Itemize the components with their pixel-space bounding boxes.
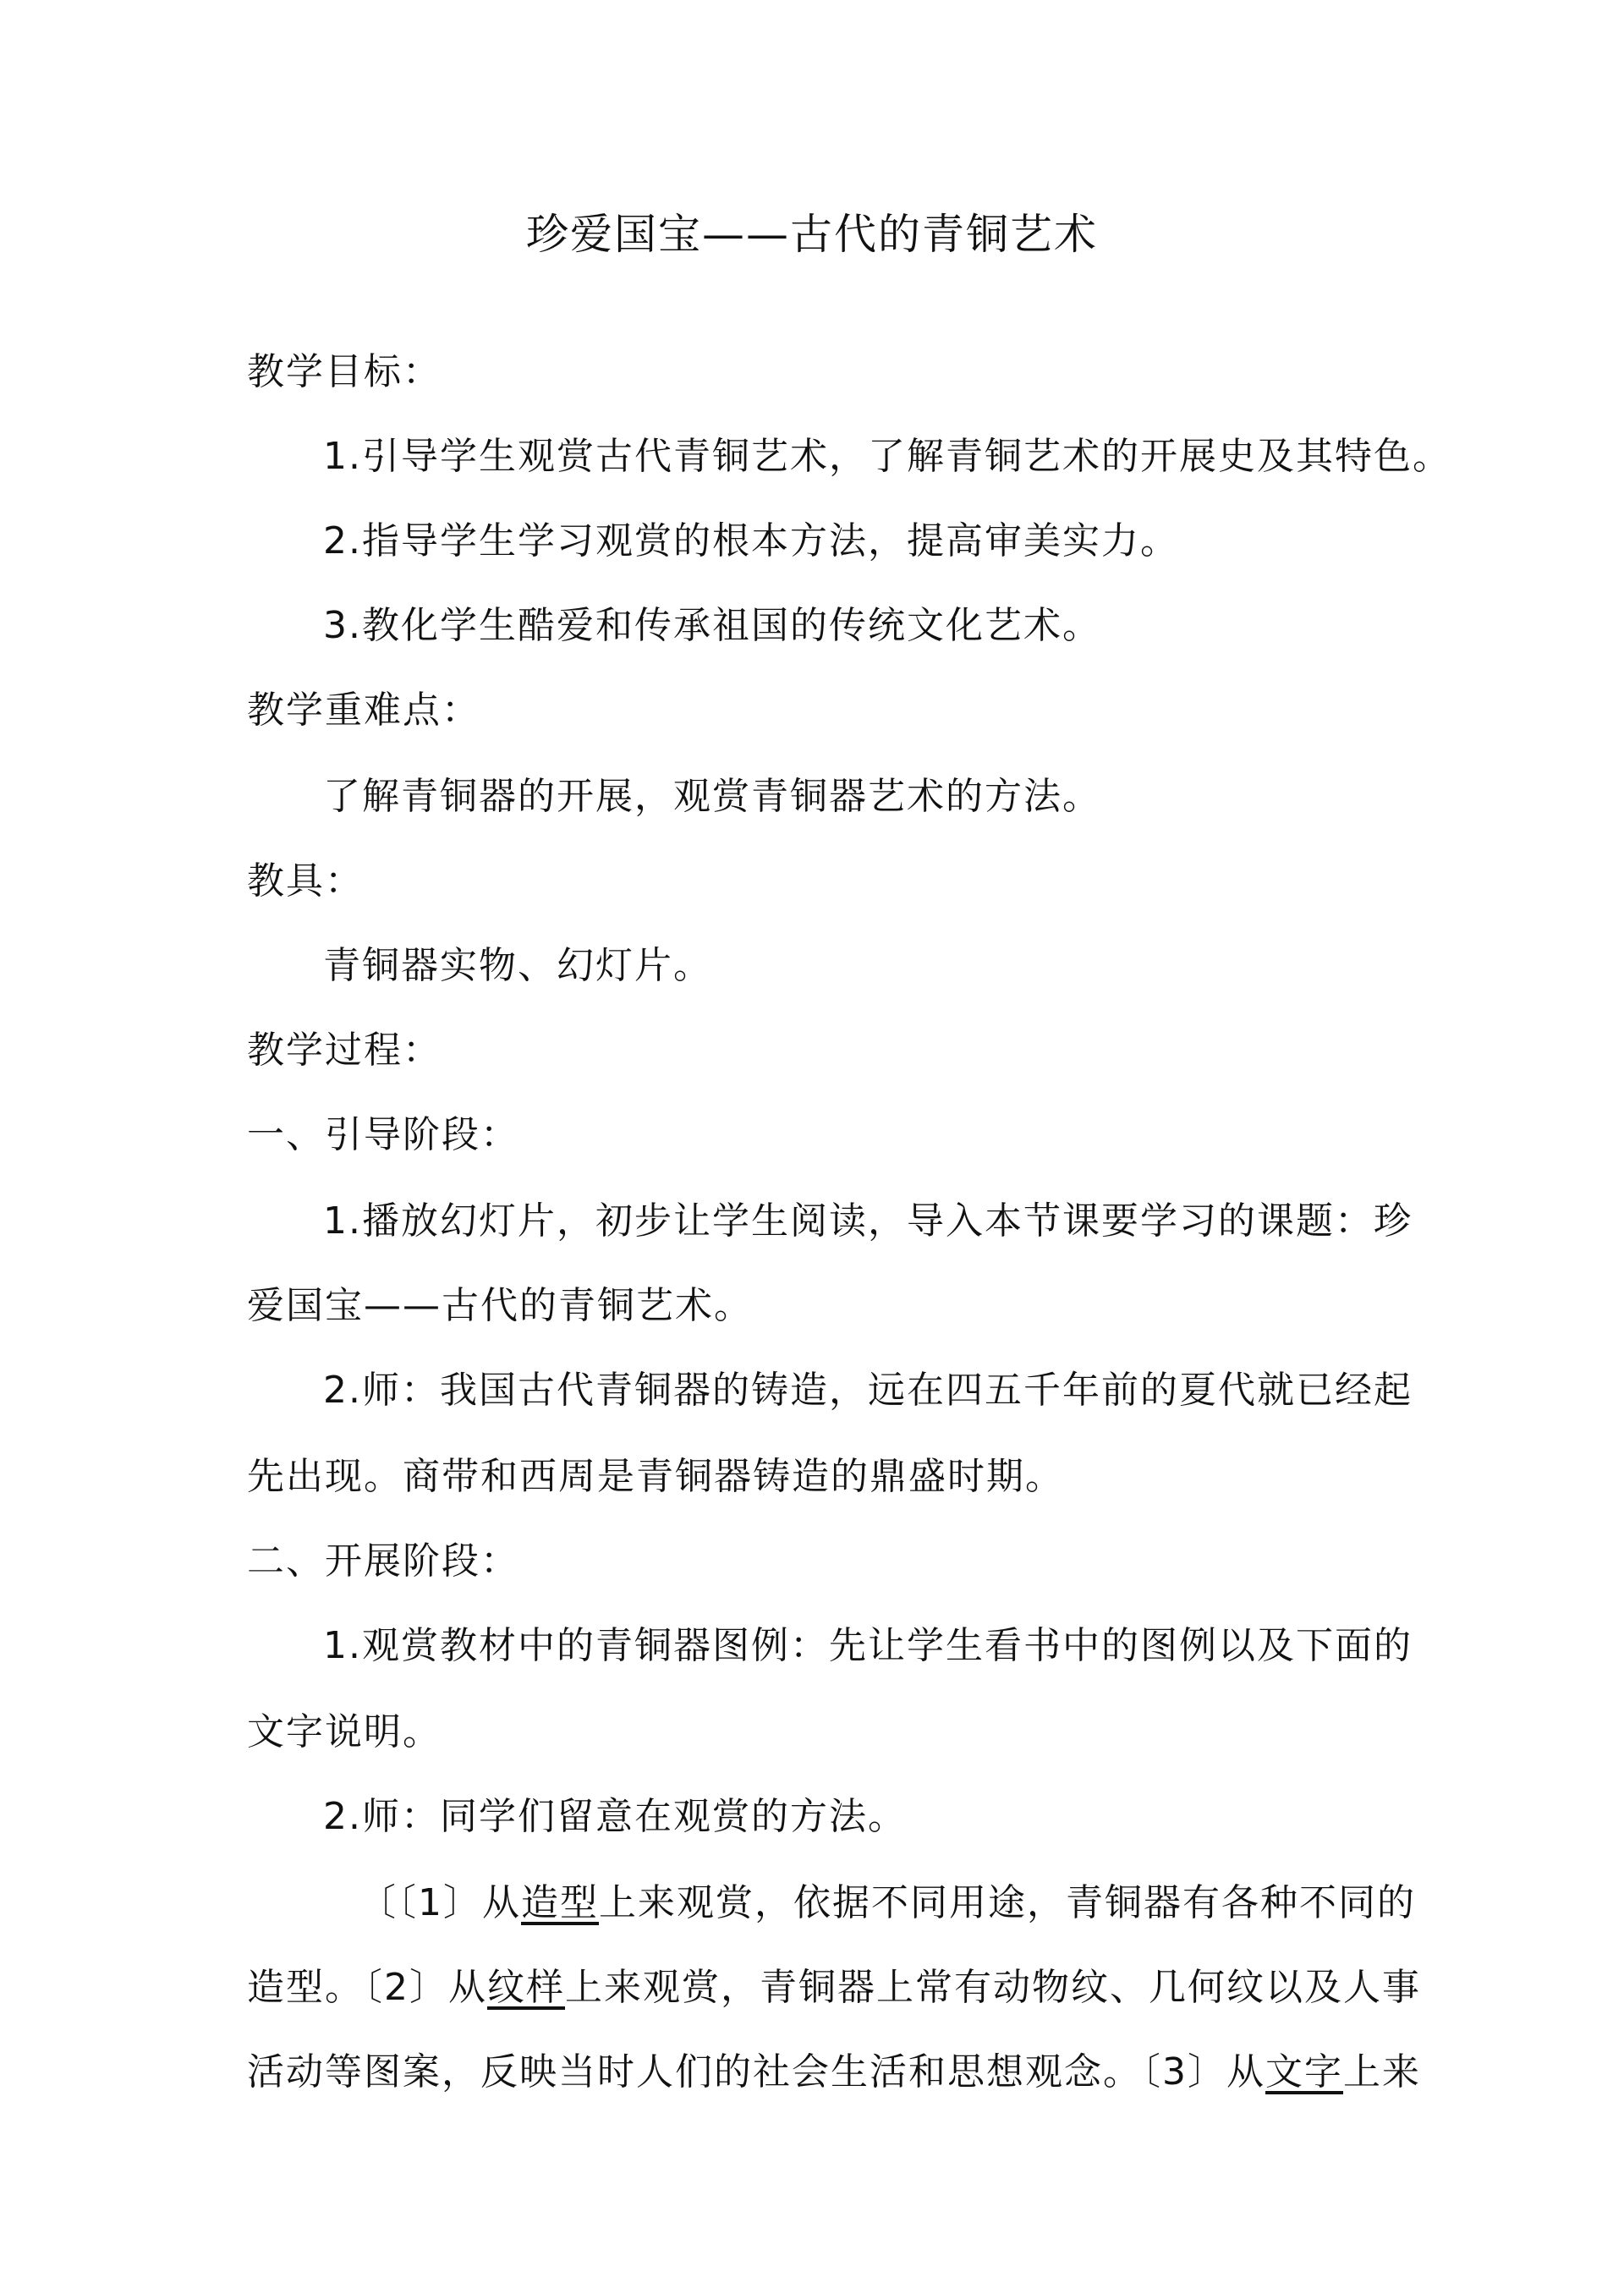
para-text: 造型。〔2〕从 [247,1966,487,2009]
underlined-term: 造型 [521,1881,599,1924]
underlined-term: 文字 [1265,2050,1343,2094]
appreciation-para-line2 [247,1962,1421,2013]
objective-2: 2.指导学生学习观赏的根本方法，提高审美实力。 [323,519,1179,563]
stage1-item2-line1: 2.师：我国古代青铜器的铸造，远在四五千年前的夏代就已经起 [323,1369,1413,1412]
stage2-item2: 2.师：同学们留意在观赏的方法。 [323,1795,907,1838]
appreciation-para-line3 [247,2047,1421,2098]
stage2-heading: 二、开展阶段： [247,1539,519,1583]
stage1-item1-line2: 爱国宝——古代的青铜艺术。 [247,1284,753,1327]
para-text: 〔〔1〕从 [359,1881,521,1924]
stage1-heading: 一、引导阶段： [247,1113,519,1156]
key-points-heading: 教学重难点： [247,689,480,732]
stage1-item2-line2: 先出现。商带和西周是青铜器铸造的鼎盛时期。 [247,1455,1064,1498]
stage2-item1-line2: 文字说明。 [247,1710,442,1753]
underlined-term: 纹样 [487,1966,565,2009]
objective-3: 3.教化学生酷爱和传承祖国的传统文化艺术。 [323,604,1101,647]
para-text: 上来观赏，青铜器上常有动物纹、几何纹以及人事 [565,1966,1421,2009]
key-points-text: 了解青铜器的开展，观赏青铜器艺术的方法。 [323,775,1101,818]
document-title: 珍爱国宝——古代的青铜艺术 [526,210,1098,259]
stage2-item1-line1: 1.观赏教材中的青铜器图例：先让学生看书中的图例以及下面的 [323,1624,1413,1667]
appreciation-para-line1 [359,1878,1416,1929]
process-heading: 教学过程： [247,1029,442,1072]
aids-heading: 教具： [247,859,364,903]
objective-1: 1.引导学生观赏古代青铜艺术，了解青铜艺术的开展史及其特色。 [323,435,1451,478]
para-text: 上来 [1343,2050,1421,2094]
para-text: 活动等图案，反映当时人们的社会生活和思想观念。〔3〕从 [247,2050,1265,2094]
objectives-heading: 教学目标： [247,350,442,393]
para-text: 上来观赏，依据不同用途，青铜器有各种不同的 [599,1881,1416,1924]
aids-text: 青铜器实物、幻灯片。 [323,944,712,987]
stage1-item1-line1: 1.播放幻灯片，初步让学生阅读，导入本节课要学习的课题：珍 [323,1199,1413,1243]
